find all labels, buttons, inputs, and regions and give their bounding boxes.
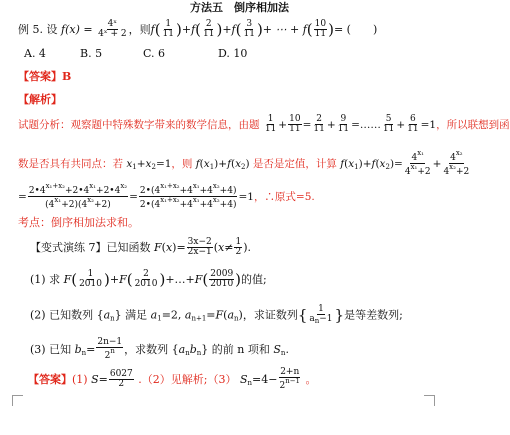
example-label: 例 5. 设	[18, 22, 58, 36]
fraction-3-11: $\frac{3}{11}$	[243, 19, 255, 40]
option-c: C. 6	[143, 47, 166, 60]
fraction-10-11: $\frac{10}{11}$	[314, 19, 327, 40]
corner-mark-bottom-right	[424, 395, 435, 406]
variant-q3: (3) 已知 $b_n=$ $\frac{2n-1}{2^n}$ ，求数列 $\{a_nb_n\}$ 的前 n 项和 $S_n$.	[30, 337, 289, 362]
fraction-2-11: $\frac{2}{11}$	[203, 19, 215, 40]
analysis-line-2: 数是否具有共同点：若 $x_1+x_2=1$，则 $f(x_1)+f(x_2)$ 是否是定值，计算 $f(x_1)+f(x_2)=$ $\frac{4^{x_1}}{4^{x_1}+2}$ + $\frac{4^{x_2}}{4^{x_2}+2}$	[18, 149, 470, 178]
kaodian-text: 考点：倒序相加法求和。	[18, 216, 139, 229]
function-fraction: $\frac{\text{4ˣ}}{\text{4ˣ + 2}}$	[98, 19, 127, 40]
option-d: D. 10	[218, 47, 248, 60]
function-name: f(x) =	[61, 22, 93, 36]
option-a: A. 4	[24, 47, 46, 60]
fraction-1-11: $\frac{1}{11}$	[162, 19, 174, 40]
analysis-line-3: = $\frac{2•4^{x_1+x_2}+2•4^{x_1}+2•4^{x_2}}{(4^{x_1}+2)(4^{x_2}+2)}$ = $\frac{2•(4^{x_1+x_2}+4^{x_1}+4^{x_2}+4)}{2•(4^{x_1+x_2}+4^{x_1}+4^{x_2}+4)}$ =1，∴原式=5.	[18, 182, 315, 211]
analysis-label: 【解析】	[18, 93, 62, 106]
answer-label: 【答案】B	[18, 70, 72, 83]
section-title: 方法五 倒序相加法	[190, 1, 289, 14]
variant-q1: (1) 求 F( $\frac{1}{2010}$ )+F( $\frac{2}{2010}$ )+…+F( $\frac{2009}{2010}$ )的值;	[30, 269, 267, 290]
analysis-line-1: 试题分析：观察题中特殊数字带来的数学信息，由题 $\frac{1}{11}$ + $\frac{10}{11}$ = $\frac{2}{11}$ + $\frac{9}{11}$ =…… $\frac{5}{11}$ + $\frac{6}{11}$ =1，所以联想到函	[18, 114, 510, 135]
variant-q2: (2) 已知数列 $\{a_n\}$ 满足 $a_1=2$, $a_{n+1}=F(a_n)$，求证数列{ $\frac{1}{a_n-1}$ }是等差数列;	[30, 304, 403, 326]
variant-line: 【变式演练 7】已知函数 F(x)= $\frac{3x-2}{2x-1}$ (x≠ $\frac{1}{2}$ ).	[30, 237, 252, 258]
corner-mark-bottom-left	[12, 395, 23, 406]
option-b: B. 5	[80, 47, 103, 60]
final-answer: 【答案】(1) S= $\frac{6027}{2}$ .（2）见解析;（3） $S_n=4-$ $\frac{2+n}{2^{n-1}}$ 。	[28, 367, 317, 392]
example-line: 例 5. 设 f(x) = $\frac{\text{4ˣ}}{\text{4ˣ + 2}}$ ，则f( $\frac{1}{11}$ )+f( $\frac{2}{11}$ )+f( $\frac{3}{11}$ )+ ⋯ + f( $\frac{10}{11}$ )= ( )	[18, 19, 378, 40]
